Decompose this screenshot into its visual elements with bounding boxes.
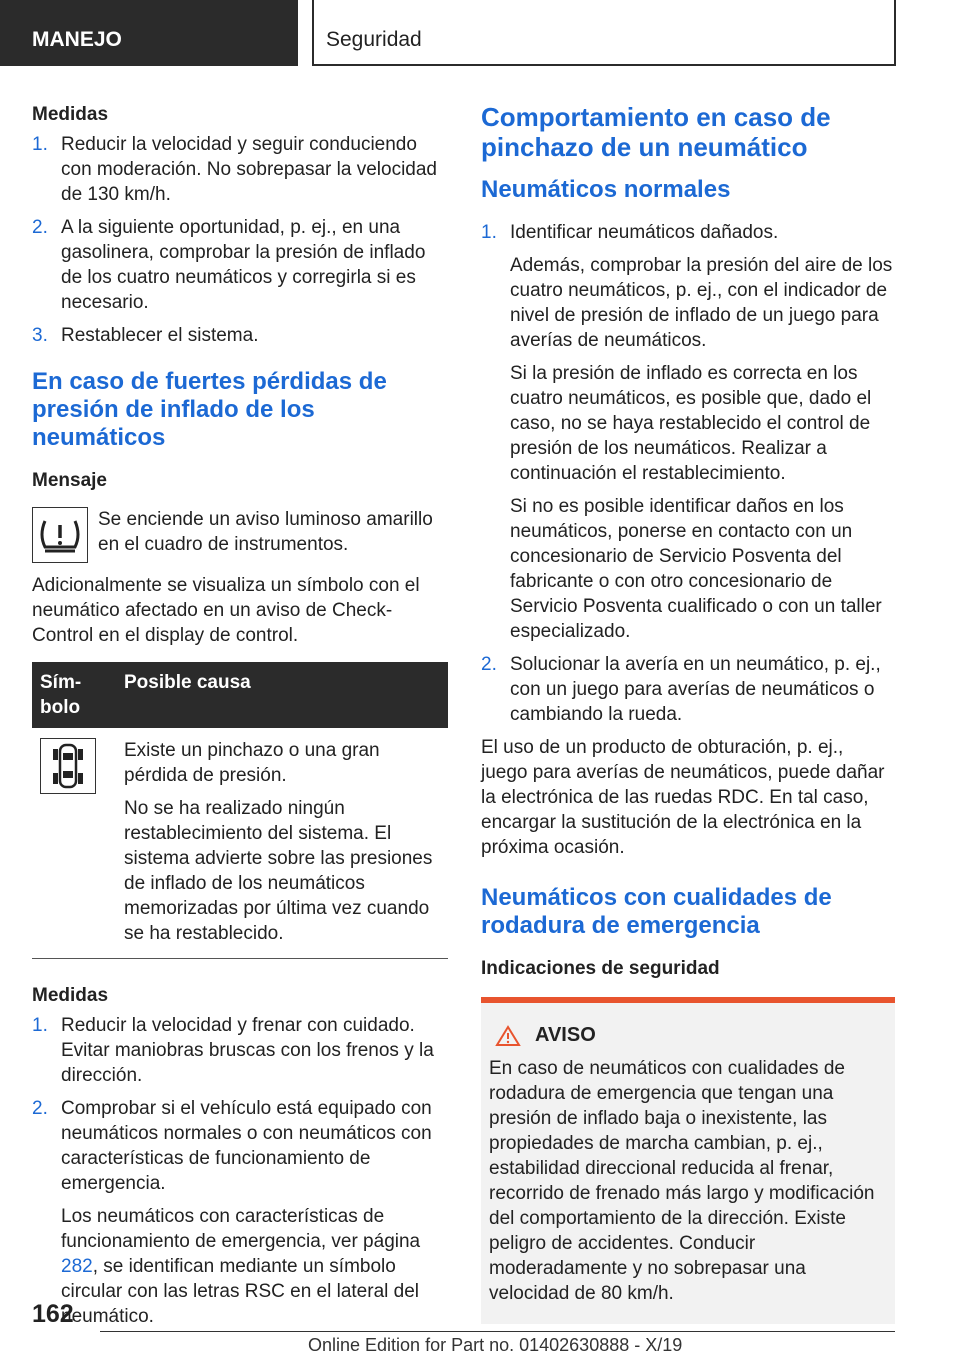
- step-subtext: Si la presión de inflado es correcta en los cuatro neumáticos, es posible que, dado el caso, no se haya restablecido el control de presión de los neumáticos. Realizar a continuación el restablecimiento.: [510, 363, 872, 484]
- message-label: Mensaje: [32, 470, 107, 491]
- table-row: [32, 728, 448, 959]
- steps-list: [481, 220, 895, 727]
- section-heading: Neumáticos normales: [481, 176, 731, 203]
- step-number: 2.: [481, 654, 497, 675]
- list-item: [32, 215, 448, 315]
- step-text: Identificar neumáticos dañados.: [510, 222, 779, 243]
- warning-triangle-icon: [495, 1025, 521, 1047]
- step-text: A la siguiente oportunidad, p. ej., en una gasolinera, comprobar la presión de inflado de los cuatro neumáticos y corregirla si es necesario.: [61, 217, 426, 313]
- left-column: [32, 102, 448, 1337]
- table-header-symbol: Sím-bolo: [32, 662, 116, 728]
- warning-text: En caso de neumáticos con cualidades de rodadura de emergencia que tengan una presión de inflado baja o inexistente, las propiedades de marcha cambian, p. ej., estabilidad direccional reducida al frenar, recorrido de frenado más largo y modificación del comportamiento de la dirección. Existe peligro de accidentes. Conducir moderadamente y no sobrepasar una velocidad de 80 km/h.: [489, 1058, 875, 1304]
- footer-text: Online Edition for Part no. 01402630888 - X/19: [308, 1335, 683, 1355]
- warning-title: AVISO: [489, 1023, 887, 1048]
- measures-list: [32, 1013, 448, 1329]
- step-number: 1.: [32, 1015, 48, 1036]
- car-tire-icon: [40, 738, 96, 794]
- message-text: Se enciende un aviso luminoso amarillo en el cuadro de instrumentos.: [98, 509, 433, 555]
- step-number: 3.: [32, 325, 48, 346]
- measures-list: [32, 132, 448, 348]
- table-header-cause: Posible causa: [116, 662, 448, 728]
- tire-pressure-warning-icon: [32, 507, 88, 563]
- list-item: [32, 1096, 448, 1329]
- section-heading: En caso de fuertes pérdidas de presión de inflado de los neumáticos: [32, 368, 387, 451]
- page-link[interactable]: 282: [61, 1256, 93, 1277]
- section-heading: Neumáticos con cualidades de rodadura de emergencia: [481, 884, 832, 939]
- step-subtext: Los neumáticos con características de funcionamiento de emergencia, ver página 282, se identifican mediante un símbolo circular con las letras RSC en el lateral del neumático.: [61, 1206, 421, 1327]
- message-row: [32, 507, 448, 563]
- step-number: 2.: [32, 1098, 48, 1119]
- paragraph: El uso de un producto de obturación, p. ej., juego para averías de neumáticos, puede dañar la electrónica de las ruedas RDC. En tal caso, encargar la sustitución de la electrónica en la próxima ocasión.: [481, 737, 885, 858]
- cause-text: Existe un pinchazo o una gran pérdida de presión.: [124, 740, 380, 786]
- cause-text: No se ha realizado ningún restablecimiento del sistema. El sistema advierte sobre las presiones de inflado de los neumáticos memorizadas por última vez cuando se ha restablecido.: [124, 798, 433, 944]
- list-item: [32, 132, 448, 207]
- page-section-title: Comportamiento en caso de pinchazo de un neumático: [481, 102, 831, 162]
- footer-divider: [100, 1331, 895, 1332]
- step-subtext: Además, comprobar la presión del aire de los cuatro neumáticos, p. ej., con el indicador de nivel de presión de inflado de un juego para averías de neumáticos.: [510, 255, 893, 351]
- measures-label: Medidas: [32, 985, 109, 1006]
- step-text: Comprobar si el vehículo está equipado con neumáticos normales o con neumáticos con características de funcionamiento de emergencia.: [61, 1098, 432, 1194]
- warning-box: [481, 997, 895, 1324]
- paragraph: Adicionalmente se visualiza un símbolo con el neumático afectado en un aviso de Check-Control en el display de control.: [32, 575, 420, 646]
- list-item: [32, 1013, 448, 1088]
- page-header: [0, 0, 960, 66]
- page-number: 162: [32, 1300, 74, 1328]
- step-text: Reducir la velocidad y seguir conduciendo con moderación. No sobrepasar la velocidad de 130 km/h.: [61, 134, 437, 205]
- step-subtext: Si no es posible identificar daños en los neumáticos, ponerse en contacto con un concesionario de Servicio Posventa del fabricante o con otro concesionario de Servicio Posventa cualificado o con un taller especializado.: [510, 496, 882, 642]
- step-text: Solucionar la avería en un neumático, p. ej., con un juego para averías de neumáticos o cambiando la rueda.: [510, 654, 881, 725]
- chapter-tab: Seguridad: [312, 0, 896, 66]
- measures-label: Medidas: [32, 104, 109, 125]
- list-item: [481, 652, 895, 727]
- list-item: [481, 220, 895, 644]
- step-number: 1.: [481, 222, 497, 243]
- step-number: 2.: [32, 217, 48, 238]
- safety-label: Indicaciones de seguridad: [481, 958, 720, 979]
- right-column: [481, 102, 895, 1324]
- symbol-table: [32, 662, 448, 959]
- section-tab: MANEJO: [0, 0, 298, 66]
- list-item: [32, 323, 448, 348]
- step-number: 1.: [32, 134, 48, 155]
- step-text: Restablecer el sistema.: [61, 325, 259, 346]
- step-text: Reducir la velocidad y frenar con cuidado. Evitar maniobras bruscas con los frenos y la dirección.: [61, 1015, 434, 1086]
